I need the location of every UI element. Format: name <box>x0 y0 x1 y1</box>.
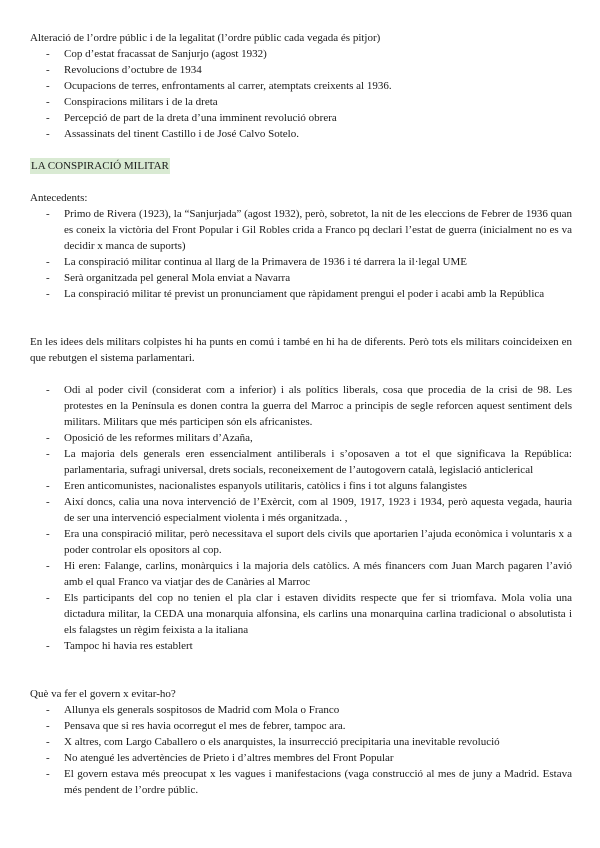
list-item: - La conspiració militar continua al llarg de la Primavera de 1936 i té darrera la il·legal UME <box>30 254 572 270</box>
list-item: - La majoria dels generals eren essencialment antiliberals i s’oposaven a tot el que significava la República: parlamentaria, sufragi universal, drets socials, reconeixement de l’autogovern català, legislació anticlerical <box>30 446 572 478</box>
list-item: - El govern estava més preocupat x les vagues i manifestacions (vaga construcció al mes de juny a Madrid. Estava més pendent de l’ordre públic. <box>30 766 572 798</box>
list-item: - Oposició de les reformes militars d’Azaña, <box>30 430 572 446</box>
list-item: - Primo de Rivera (1923), la “Sanjurjada” (agost 1932), però, sobretot, la nit de les eleccions de Febrer de 1936 quan es coneix la victòria del Front Popular i Gil Robles crida a Franco pq declari l’estat de guerra (inicialment no es va decidir x manca de suports) <box>30 206 572 254</box>
section-heading: LA CONSPIRACIÓ MILITAR <box>31 160 169 172</box>
list-item: - Els participants del cop no tenien el pla clar i estaven dividits respecte que fer si triomfava. Mola volia una dictadura militar, la CEDA una monarquia alfonsina, els carlins una monarquina carlina tradicional o absolutista i els falagstes un règim feixista a la italiana <box>30 590 572 638</box>
list-item: - Conspiracions militars i de la dreta <box>30 94 572 110</box>
list-item: - Revolucions d’octubre de 1934 <box>30 62 572 78</box>
antecedents-label: Antecedents: <box>30 192 88 204</box>
section-antecedents <box>30 190 572 302</box>
ideas-list <box>30 382 572 654</box>
list-item: - Pensava que si res havia ocorregut el mes de febrer, tampoc ara. <box>30 718 572 734</box>
list-item: - Eren anticomunistes, nacionalistes espanyols utilitaris, catòlics i fins i tot alguns falangistes <box>30 478 572 494</box>
list-item: - Cop d’estat fracassat de Sanjurjo (agost 1932) <box>30 46 572 62</box>
government-label: Què va fer el govern x evitar-ho? <box>30 688 176 700</box>
public-order-intro: Alteració de l’ordre públic i de la legalitat (l’ordre públic cada vegada és pitjor) <box>30 32 381 44</box>
section-public-order <box>30 30 572 142</box>
list-item: - Hi eren: Falange, carlins, monàrquics i la majoria dels catòlics. A més financers com Juan March pagaren l’avió amb el qual Franco va viatjar des de Canàries al Marroc <box>30 558 572 590</box>
list-item: - Percepció de part de la dreta d’una imminent revolució obrera <box>30 110 572 126</box>
list-item: - No atengué les advertències de Prieto i d’altres membres del Front Popular <box>30 750 572 766</box>
section-ideas-paragraph <box>30 334 572 366</box>
list-item: - Era una conspiració militar, però necessitava el suport dels civils que aportarien l’ajuda econòmica i voluntaris x a poder controlar els opositors al cop. <box>30 526 572 558</box>
public-order-list <box>30 46 572 142</box>
section-ideas-list <box>30 382 572 654</box>
list-item: - La conspiració militar té previst un pronunciament que ràpidament prengui el poder i acabi amb la República <box>30 286 572 302</box>
list-item: - X altres, com Largo Caballero o els anarquistes, la insurrecció precipitaria una inevitable revolució <box>30 734 572 750</box>
list-item: - Odi al poder civil (considerat com a inferior) i als polítics liberals, cosa que procedia de la crisi de 98. Les protestes en la Península es donen contra la guerra del Marroc a principis de segle reforcen aquest sentiment dels militars. Militars que més participen són els africanistes. <box>30 382 572 430</box>
antecedents-list <box>30 206 572 302</box>
section-heading-wrap <box>30 158 572 174</box>
government-list <box>30 702 572 798</box>
list-item: - Allunya els generals sospitosos de Madrid com Mola o Franco <box>30 702 572 718</box>
list-item: - Així doncs, calia una nova intervenció de l’Exèrcit, com al 1909, 1917, 1923 i 1934, però aquesta vegada, hauria de ser una intervenció especialment violenta i més organitzada. , <box>30 494 572 526</box>
ideas-paragraph: En les idees dels militars colpistes hi ha punts en comú i també en hi ha de diferents. Però tots els militars coincideixen en que rebutgen el sistema parlamentari. <box>30 336 572 364</box>
list-item: - Ocupacions de terres, enfrontaments al carrer, atemptats creixents al 1936. <box>30 78 572 94</box>
section-government <box>30 686 572 798</box>
list-item: - Serà organitzada pel general Mola enviat a Navarra <box>30 270 572 286</box>
list-item: - Assassinats del tinent Castillo i de José Calvo Sotelo. <box>30 126 572 142</box>
list-item: - Tampoc hi havia res establert <box>30 638 572 654</box>
